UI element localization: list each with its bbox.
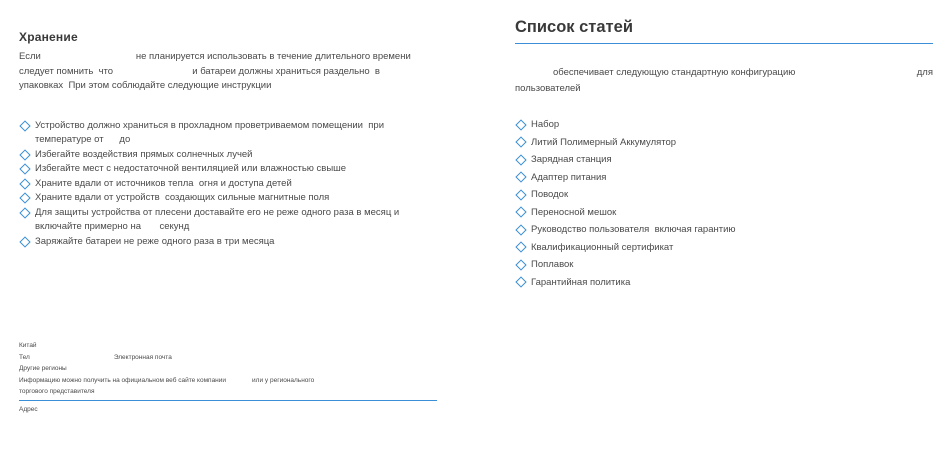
- footer-email: Электронная почта: [113, 353, 172, 361]
- config-intro: [515, 65, 933, 96]
- list-item: [19, 235, 437, 250]
- instruction-text: Заряжайте батареи не реже одного раза в три месяца: [35, 235, 275, 247]
- config-line: [515, 65, 933, 81]
- list-item: [515, 169, 933, 187]
- instruction-text: Храните вдали от устройств создающих сильные магнитные поля: [35, 192, 330, 203]
- intro-line: Если не планируется использовать в течение длительного времени: [19, 51, 411, 62]
- storage-instructions-list: [19, 119, 437, 250]
- item-text: Адаптер питания: [531, 171, 607, 183]
- diamond-bullet-icon: [515, 206, 526, 217]
- list-item: [515, 274, 933, 292]
- diamond-bullet-icon: [19, 207, 30, 218]
- diamond-bullet-icon: [515, 241, 526, 252]
- instruction-text: Устройство должно храниться в прохладном проветриваемом помещении при температуре от до: [35, 119, 387, 145]
- footer-info-2: или у регионального: [252, 376, 315, 384]
- list-item: [19, 148, 437, 163]
- intro-line: следует помнить что и батареи должны храниться раздельно в: [19, 65, 380, 77]
- item-text: Руководство пользователя включая гарантию: [531, 224, 736, 235]
- list-item: [19, 177, 437, 192]
- instruction-text: Избегайте воздействия прямых солнечных лучей: [35, 148, 253, 160]
- storage-title: Хранение: [19, 30, 78, 44]
- diamond-bullet-icon: [515, 136, 526, 147]
- diamond-bullet-icon: [515, 119, 526, 130]
- config-text: обеспечивает следующую стандартную конфигурацию: [553, 67, 796, 78]
- list-item: [515, 239, 933, 257]
- item-text: Квалификационный сертификат: [531, 241, 674, 253]
- diamond-bullet-icon: [515, 224, 526, 235]
- config-text-end: для: [916, 67, 933, 78]
- diamond-bullet-icon: [515, 189, 526, 200]
- footer-divider: [19, 400, 437, 401]
- contents-title: Список статей: [515, 18, 933, 44]
- list-item: [515, 256, 933, 274]
- item-text: Гарантийная политика: [531, 276, 631, 288]
- list-item: [515, 221, 933, 239]
- footer-other-regions: Другие регионы: [19, 365, 67, 372]
- instruction-text: Для защиты устройства от плесени доставайте его не реже одного раза в месяц и включайте примерно на секунд: [35, 206, 402, 232]
- diamond-bullet-icon: [515, 259, 526, 270]
- diamond-bullet-icon: [19, 120, 30, 131]
- diamond-bullet-icon: [19, 163, 30, 174]
- diamond-bullet-icon: [19, 149, 30, 160]
- storage-section: [19, 30, 437, 249]
- list-item: [515, 204, 933, 222]
- footer-china: Китай: [19, 342, 37, 349]
- diamond-bullet-icon: [515, 276, 526, 287]
- list-item: [515, 116, 933, 134]
- diamond-bullet-icon: [19, 192, 30, 203]
- footer-info-1: Информацию можно получить на официальном веб сайте компании: [19, 376, 227, 384]
- item-text: Поплавок: [531, 259, 574, 270]
- diamond-bullet-icon: [19, 178, 30, 189]
- list-item: [515, 186, 933, 204]
- instruction-text: Храните вдали от источников тепла огня и доступа детей: [35, 177, 292, 189]
- list-item: [19, 206, 437, 235]
- item-text: Литий Полимерный Аккумулятор: [531, 136, 677, 148]
- config-text-2: пользователей: [515, 82, 581, 94]
- list-item: [19, 191, 437, 206]
- contents-list: [515, 116, 933, 291]
- list-item: [515, 134, 933, 152]
- instruction-text: Избегайте мест с недостаточной вентиляцией или влажностью свыше: [35, 163, 347, 174]
- footer-info-row: [19, 375, 437, 387]
- intro-line: упаковках При этом соблюдайте следующие инструкции: [19, 80, 272, 91]
- footer-address: Адрес: [19, 405, 38, 413]
- list-item: [19, 162, 437, 177]
- item-text: Зарядная станция: [531, 154, 612, 165]
- item-text: Поводок: [531, 189, 569, 200]
- contents-section: [515, 18, 933, 291]
- item-text: Набор: [531, 119, 560, 130]
- footer-tel: Тел: [19, 353, 30, 361]
- storage-intro: [19, 50, 437, 94]
- footer-info-3: торгового представителя: [19, 388, 95, 395]
- list-item: [19, 119, 437, 148]
- contact-footer: [19, 340, 437, 415]
- diamond-bullet-icon: [515, 154, 526, 165]
- diamond-bullet-icon: [515, 171, 526, 182]
- list-item: [515, 151, 933, 169]
- diamond-bullet-icon: [19, 236, 30, 247]
- footer-contacts-row: [19, 352, 437, 364]
- item-text: Переносной мешок: [531, 206, 617, 218]
